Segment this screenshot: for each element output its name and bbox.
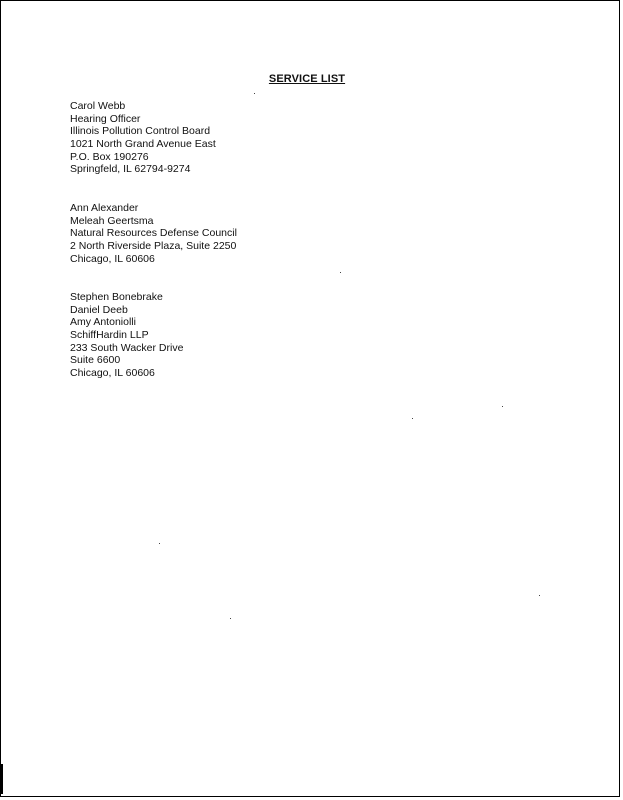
scan-speck (340, 272, 341, 273)
entry-line: Suite 6600 (70, 354, 121, 367)
entry-line: Hearing Officer (70, 112, 141, 125)
entry-line: 1021 North Grand Avenue East (70, 138, 216, 151)
scan-speck (230, 618, 231, 619)
entry-line: Natural Resources Defense Council (70, 227, 237, 240)
page-title: SERVICE LIST (268, 73, 346, 85)
entry-line: Chicago, IL 60606 (70, 367, 155, 380)
entry-line: Meleah Geertsma (70, 214, 154, 227)
entry-line: Amy Antoniolli (70, 316, 136, 329)
service-entry-nrdc (70, 202, 237, 265)
service-entry-hearing-officer (70, 100, 216, 176)
entry-line: 233 South Wacker Drive (70, 341, 184, 354)
entry-line: 2 North Riverside Plaza, Suite 2250 (70, 240, 237, 253)
scan-speck (539, 595, 540, 596)
entry-line: SchiffHardin LLP (70, 329, 149, 342)
scan-speck (412, 418, 413, 419)
scan-speck (502, 406, 503, 407)
entry-line: Daniel Deeb (70, 303, 128, 316)
entry-line: Springfeld, IL 62794-9274 (70, 163, 191, 176)
entry-line: Illinois Pollution Control Board (70, 125, 211, 138)
service-entry-schiffhardin (70, 291, 183, 380)
entry-line: Carol Webb (70, 100, 126, 112)
scan-speck (254, 93, 255, 94)
entry-line: Chicago, IL 60606 (70, 252, 155, 265)
entry-line: P.O. Box 190276 (70, 150, 149, 163)
scan-speck (159, 543, 160, 544)
entry-line: Ann Alexander (70, 202, 139, 214)
scan-edge-mark (1, 764, 3, 794)
entry-line: Stephen Bonebrake (70, 291, 163, 303)
